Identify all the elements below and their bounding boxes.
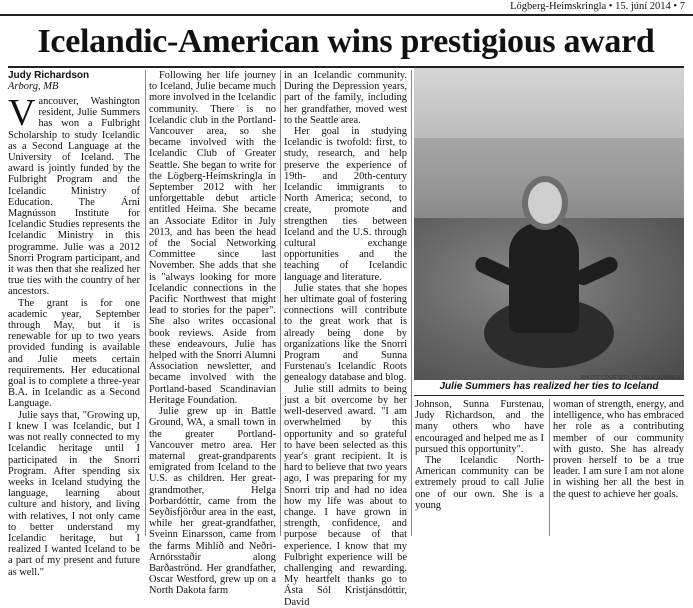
photo-person	[509, 223, 579, 333]
column-divider	[411, 70, 412, 536]
article-column-4	[415, 399, 544, 536]
photo-person-head	[522, 176, 568, 230]
byline-author: Judy Richardson	[8, 70, 90, 81]
column-divider	[145, 70, 146, 536]
article-paragraph: Julie grew up in Battle Ground, WA, a small town in the greater Portland-Vancouver metro area. Her maternal great-grandparents emigrated from Iceland to the U.S. as children. Her great-grandmother, Helga Þorbardóttir, came from the Seyðisfjörður area in the east, while her great-grandfather, Sveinn Einarsson, came from the farms Mihlíð and Neðri-Arnórsstaðir along Barðaströnd. Her grandfather, Oscar Westford, grew up on a North Dakota farm	[149, 406, 276, 597]
article-photo	[414, 68, 684, 380]
masthead	[0, 0, 693, 16]
column-divider	[280, 70, 281, 536]
article-column-1	[8, 70, 140, 578]
masthead-line: Lögberg-Heimskringla • 15. júní 2014 • 7	[510, 1, 685, 12]
article-paragraph: The Icelandic North-American community can be extremely proud to call Julie one of our own. She is a young	[415, 455, 544, 511]
article-column-2	[149, 70, 276, 597]
article-paragraph: Julie still admits to being just a bit overcome by her well-deserved award. "I am overwhelmed by this opportunity and so grateful to have been selected as this year's grant recipient. It is hard to believe that two years ago, I was preparing for my Snorri trip and had no idea how my life was about to change. I have grown in strength, confidence, and purpose because of that experience. I know that my Fulbright experience will be challenging and rewarding. My heartfelt thanks go to Ásta Sól Kristjánsdóttir, David	[284, 383, 407, 608]
drop-cap: V	[8, 92, 36, 134]
article-paragraph: Following her life journey to Iceland, Julie became much more involved in the Icelandic community. There is no Icelandic club in the Portland-Vancouver area, so she became involved with the Icelandic Club of Greater Seattle. She began to write for the Lögberg-Heimskringla in September 2012 with her unforgettable debut article entitled Heima. She became an Associate Editor in July 2013, and has been the head of the Social Networking Committee since last November. She adds that she is "always looking for more Icelandic connections in the Pacific Northwest that might lead to stories for the paper". She also writes occasional book reviews. Aside from these endeavours, Julie has helped with the Snorri Alumni Association newsletter, and became involved with the Portland-based Scandinavian Heritage Foundation.	[149, 70, 276, 406]
headline: Icelandic-American wins prestigious award	[37, 23, 655, 60]
photo-credit: PHOTO COURTESY OF JULIE SUMMERS	[580, 375, 684, 381]
article-paragraph: The grant is for one academic year, September through May, but it is renewable for up to two years provided funding is available and Julie meets certain requirements. Her educational goal is to complete a three-year B.A. in Icelandic as a Second Language.	[8, 297, 140, 410]
byline-location: Arborg, MB	[8, 81, 59, 92]
photo-sky	[414, 68, 684, 138]
article-paragraph: Julie says that, "Growing up, I knew I was Icelandic, but I was not really connected to my Icelandic heritage until I participated in the Snorri Program. After spending six weeks in Iceland studying the language, learning about culture and history, and living with relatives, I not only came to better understand my Icelandic heritage, but I realized I wanted Iceland to be a part of my present and future as well."	[8, 409, 140, 578]
caption-rule	[414, 395, 684, 396]
article-paragraph: Her goal in studying Icelandic is twofold: first, to study, research, and help preserve the experience of 19th- and 20th-century Icelandic immigrants to North America; second, to create, promote and strengthen ties between Iceland and the U.S. through cultural exchange opportunities and the teaching of Icelandic language and literature.	[284, 126, 407, 283]
article-paragraph: Johnson, Sunna Furstenau, Judy Richardson, and the many others who have encouraged and helped me as I pursued this opportunity".	[415, 399, 544, 455]
column-divider	[549, 399, 550, 536]
article-paragraph: in an Icelandic community. During the Depression years, part of the family, including her grandfather, moved west to the Seattle area.	[284, 70, 407, 126]
photo-caption: Julie Summers has realized her ties to Iceland	[439, 381, 659, 392]
article-column-5	[553, 399, 684, 536]
article-paragraph: Vancouver, Washington resident, Julie Summers has won a Fulbright Scholarship to study Icelandic as a Second Language at the University of Iceland. The award is jointly funded by the Fulbright Program and the Icelandic Ministry of Education. The Árni Magnússon Institute for Icelandic Studies represents the Icelandic Ministry in this programme. Julie was a 2012 Snorri Program participant, and it was then that she realized her true ties with the country of her ancestors.	[8, 92, 140, 298]
article-column-3	[284, 70, 407, 608]
article-paragraph: woman of strength, energy, and intelligence, who has embraced her role as a contributing member of our community with gusto. She has already proven herself to be a true leader. I am sure I am not alone in wishing her all the best in the quest to achieve her goals.	[553, 399, 684, 500]
article-paragraph: Julie states that she hopes her ultimate goal of fostering connections will contribute to the great work that is already being done by organizations like the Snorri Program and Sunna Furstenau's Icelandic Roots genealogy database and blog.	[284, 282, 407, 384]
